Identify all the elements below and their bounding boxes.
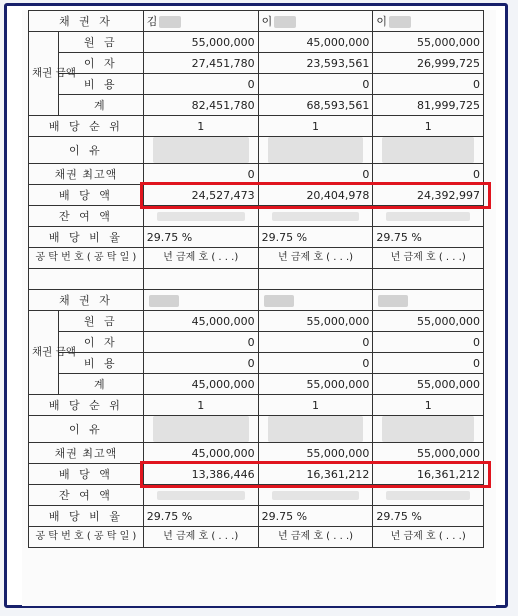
dividend-value: 24,527,473 bbox=[143, 185, 258, 206]
reason-row bbox=[29, 416, 484, 443]
rank-row bbox=[29, 395, 484, 416]
creditor-name-4 bbox=[143, 290, 258, 311]
cost-value: 0 bbox=[143, 353, 258, 374]
rank-value: 1 bbox=[143, 395, 258, 416]
cost-value: 0 bbox=[373, 74, 484, 95]
remainder-row bbox=[29, 485, 484, 506]
remainder-value bbox=[143, 485, 258, 506]
reason-value bbox=[258, 416, 373, 443]
deposit-value: 년 금제 호 ( . . .) bbox=[143, 527, 258, 548]
dividend-value: 13,386,446 bbox=[143, 464, 258, 485]
ratio-row bbox=[29, 506, 484, 527]
total-row bbox=[29, 374, 484, 395]
total-row bbox=[29, 95, 484, 116]
cost-value: 0 bbox=[258, 74, 373, 95]
redacted-reason bbox=[382, 416, 474, 442]
max-claim-value: 45,000,000 bbox=[143, 443, 258, 464]
max-claim-value: 55,000,000 bbox=[373, 443, 484, 464]
redacted-name bbox=[274, 16, 296, 28]
deposit-value: 년 금제 호 ( . . .) bbox=[258, 248, 373, 269]
reason-label: 이 유 bbox=[29, 137, 144, 164]
total-value: 55,000,000 bbox=[373, 374, 484, 395]
interest-value: 23,593,561 bbox=[258, 53, 373, 74]
interest-label: 이 자 bbox=[58, 332, 143, 353]
dividend-label: 배 당 액 bbox=[29, 185, 144, 206]
rank-row bbox=[29, 116, 484, 137]
redacted-name bbox=[149, 295, 179, 307]
claim-amount-label: 채권 금액 bbox=[29, 311, 59, 395]
deposit-value: 년 금제 호 ( . . .) bbox=[143, 248, 258, 269]
principal-value: 55,000,000 bbox=[373, 32, 484, 53]
creditor-name-3: 이 bbox=[373, 11, 484, 32]
remainder-value bbox=[143, 206, 258, 227]
redacted-remainder bbox=[386, 212, 470, 221]
dividend-value: 24,392,997 bbox=[373, 185, 484, 206]
cost-label: 비 용 bbox=[58, 74, 143, 95]
max-claim-value: 0 bbox=[143, 164, 258, 185]
reason-value bbox=[143, 137, 258, 164]
interest-row bbox=[29, 53, 484, 74]
dividend-highlight-box bbox=[140, 182, 490, 209]
redacted-reason bbox=[268, 416, 364, 442]
redacted-reason bbox=[153, 137, 249, 163]
rank-value: 1 bbox=[258, 395, 373, 416]
total-value: 81,999,725 bbox=[373, 95, 484, 116]
total-label: 계 bbox=[58, 95, 143, 116]
principal-label: 원 금 bbox=[58, 32, 143, 53]
creditor-name-1: 김 bbox=[143, 11, 258, 32]
cost-value: 0 bbox=[373, 353, 484, 374]
remainder-row bbox=[29, 206, 484, 227]
interest-value: 27,451,780 bbox=[143, 53, 258, 74]
total-value: 68,593,561 bbox=[258, 95, 373, 116]
remainder-value bbox=[258, 485, 373, 506]
redacted-reason bbox=[268, 137, 364, 163]
cost-value: 0 bbox=[143, 74, 258, 95]
ratio-label: 배 당 비 율 bbox=[29, 506, 144, 527]
rank-value: 1 bbox=[373, 395, 484, 416]
rank-value: 1 bbox=[258, 116, 373, 137]
rank-value: 1 bbox=[373, 116, 484, 137]
max-claim-value: 0 bbox=[373, 164, 484, 185]
spacer-row bbox=[29, 269, 484, 290]
rank-label: 배 당 순 위 bbox=[29, 116, 144, 137]
redacted-remainder bbox=[386, 491, 470, 500]
redacted-reason bbox=[382, 137, 474, 163]
interest-row bbox=[29, 332, 484, 353]
reason-row bbox=[29, 137, 484, 164]
ratio-value: 29.75 % bbox=[143, 506, 258, 527]
ratio-value: 29.75 % bbox=[258, 506, 373, 527]
redacted-remainder bbox=[272, 491, 360, 500]
interest-label: 이 자 bbox=[58, 53, 143, 74]
max-claim-value: 55,000,000 bbox=[258, 443, 373, 464]
rank-label: 배 당 순 위 bbox=[29, 395, 144, 416]
principal-value: 55,000,000 bbox=[373, 311, 484, 332]
claim-amount-label: 채권 금액 bbox=[29, 32, 59, 116]
principal-value: 55,000,000 bbox=[258, 311, 373, 332]
reason-label: 이 유 bbox=[29, 416, 144, 443]
remainder-label: 잔 여 액 bbox=[29, 485, 144, 506]
ratio-value: 29.75 % bbox=[143, 227, 258, 248]
deposit-value: 년 금제 호 ( . . .) bbox=[373, 527, 484, 548]
deposit-value: 년 금제 호 ( . . .) bbox=[373, 248, 484, 269]
total-value: 45,000,000 bbox=[143, 374, 258, 395]
interest-value: 26,999,725 bbox=[373, 53, 484, 74]
dividend-label: 배 당 액 bbox=[29, 464, 144, 485]
creditor-name-2: 이 bbox=[258, 11, 373, 32]
principal-value: 55,000,000 bbox=[143, 32, 258, 53]
max-claim-value: 0 bbox=[258, 164, 373, 185]
reason-value bbox=[258, 137, 373, 164]
deposit-label: 공 탁 번 호 ( 공 탁 일 ) bbox=[29, 248, 144, 269]
cost-row bbox=[29, 74, 484, 95]
dividend-value: 16,361,212 bbox=[258, 464, 373, 485]
cost-label: 비 용 bbox=[58, 353, 143, 374]
redacted-name bbox=[159, 16, 181, 28]
creditor-name-5 bbox=[258, 290, 373, 311]
cost-row bbox=[29, 353, 484, 374]
principal-label: 원 금 bbox=[58, 311, 143, 332]
creditor-label: 채 권 자 bbox=[29, 11, 144, 32]
principal-value: 45,000,000 bbox=[258, 32, 373, 53]
creditor-row bbox=[29, 11, 484, 32]
principal-row bbox=[29, 32, 484, 53]
dividend-value: 16,361,212 bbox=[373, 464, 484, 485]
creditor-label: 채 권 자 bbox=[29, 290, 144, 311]
redacted-name bbox=[389, 16, 411, 28]
creditor-row bbox=[29, 290, 484, 311]
redacted-name bbox=[264, 295, 294, 307]
reason-value bbox=[143, 416, 258, 443]
deposit-row bbox=[29, 527, 484, 548]
ratio-value: 29.75 % bbox=[373, 227, 484, 248]
principal-value: 45,000,000 bbox=[143, 311, 258, 332]
rank-value: 1 bbox=[143, 116, 258, 137]
redacted-reason bbox=[153, 416, 249, 442]
ratio-value: 29.75 % bbox=[258, 227, 373, 248]
redacted-name bbox=[378, 295, 408, 307]
interest-value: 0 bbox=[373, 332, 484, 353]
max-claim-label: 채권 최고액 bbox=[29, 443, 144, 464]
ratio-value: 29.75 % bbox=[373, 506, 484, 527]
remainder-value bbox=[258, 206, 373, 227]
distribution-statement-page bbox=[22, 10, 496, 606]
reason-value bbox=[373, 137, 484, 164]
ratio-label: 배 당 비 율 bbox=[29, 227, 144, 248]
dividend-highlight-box bbox=[140, 461, 490, 488]
document-frame bbox=[4, 3, 508, 608]
total-value: 82,451,780 bbox=[143, 95, 258, 116]
deposit-row bbox=[29, 248, 484, 269]
remainder-label: 잔 여 액 bbox=[29, 206, 144, 227]
max-claim-label: 채권 최고액 bbox=[29, 164, 144, 185]
dividend-value: 20,404,978 bbox=[258, 185, 373, 206]
redacted-remainder bbox=[272, 212, 360, 221]
interest-value: 0 bbox=[258, 332, 373, 353]
reason-value bbox=[373, 416, 484, 443]
total-label: 계 bbox=[58, 374, 143, 395]
remainder-value bbox=[373, 485, 484, 506]
redacted-remainder bbox=[157, 491, 245, 500]
remainder-value bbox=[373, 206, 484, 227]
ratio-row bbox=[29, 227, 484, 248]
creditor-name-6 bbox=[373, 290, 484, 311]
total-value: 55,000,000 bbox=[258, 374, 373, 395]
redacted-remainder bbox=[157, 212, 245, 221]
cost-value: 0 bbox=[258, 353, 373, 374]
principal-row bbox=[29, 311, 484, 332]
deposit-label: 공 탁 번 호 ( 공 탁 일 ) bbox=[29, 527, 144, 548]
interest-value: 0 bbox=[143, 332, 258, 353]
deposit-value: 년 금제 호 ( . . .) bbox=[258, 527, 373, 548]
